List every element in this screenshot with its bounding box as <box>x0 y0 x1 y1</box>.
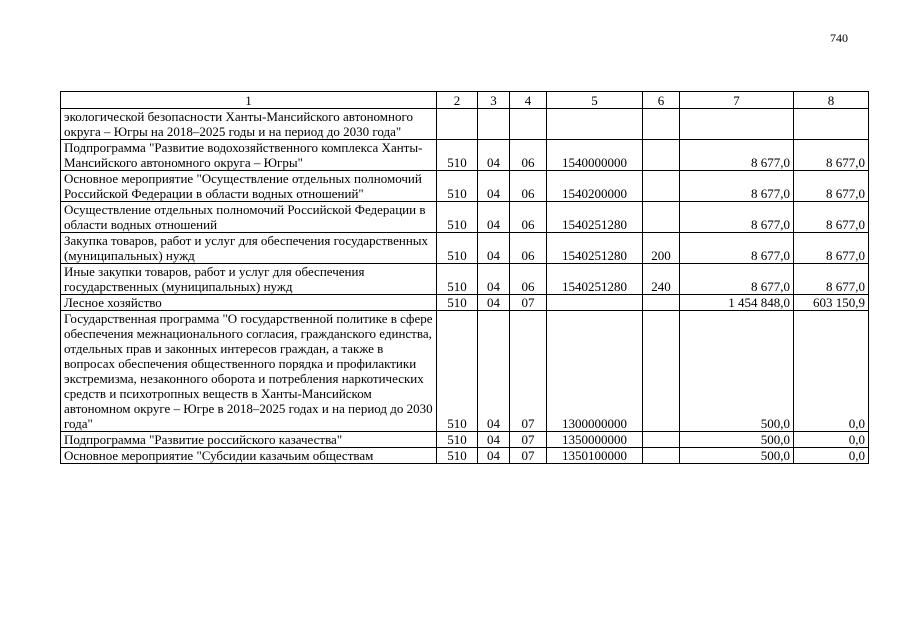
amount-cell: 0,0 <box>794 448 869 464</box>
expense-type-cell: 200 <box>643 233 680 264</box>
admin-code-cell: 510 <box>437 432 478 448</box>
header-cell: 5 <box>547 92 643 109</box>
section-code-cell: 04 <box>478 295 510 311</box>
table-row <box>61 171 869 202</box>
section-code-cell: 04 <box>478 311 510 432</box>
amount-cell: 8 677,0 <box>680 233 794 264</box>
header-cell: 8 <box>794 92 869 109</box>
expense-type-cell <box>643 311 680 432</box>
amount-cell: 8 677,0 <box>794 264 869 295</box>
subsection-code-cell: 06 <box>510 264 547 295</box>
expense-type-cell <box>643 295 680 311</box>
section-code-cell <box>478 109 510 140</box>
row-name-cell: экологической безопасности Ханты-Мансийского автономного округа – Югры на 2018–2025 годы и на период до 2030 года" <box>61 109 437 140</box>
header-cell: 1 <box>61 92 437 109</box>
admin-code-cell: 510 <box>437 140 478 171</box>
admin-code-cell: 510 <box>437 171 478 202</box>
target-article-cell: 1300000000 <box>547 311 643 432</box>
amount-cell: 8 677,0 <box>680 264 794 295</box>
admin-code-cell: 510 <box>437 448 478 464</box>
subsection-code-cell: 07 <box>510 295 547 311</box>
table-row <box>61 448 869 464</box>
row-name-cell: Осуществление отдельных полномочий Российской Федерации в области водных отношений <box>61 202 437 233</box>
admin-code-cell: 510 <box>437 311 478 432</box>
header-cell: 3 <box>478 92 510 109</box>
section-code-cell: 04 <box>478 448 510 464</box>
section-code-cell: 04 <box>478 432 510 448</box>
expense-type-cell <box>643 202 680 233</box>
table-row <box>61 264 869 295</box>
target-article-cell <box>547 295 643 311</box>
target-article-cell: 1540251280 <box>547 264 643 295</box>
target-article-cell: 1540000000 <box>547 140 643 171</box>
table-row <box>61 140 869 171</box>
expense-type-cell <box>643 448 680 464</box>
target-article-cell: 1350000000 <box>547 432 643 448</box>
target-article-cell: 1540251280 <box>547 233 643 264</box>
subsection-code-cell: 07 <box>510 311 547 432</box>
section-code-cell: 04 <box>478 264 510 295</box>
subsection-code-cell: 06 <box>510 171 547 202</box>
row-name-cell: Лесное хозяйство <box>61 295 437 311</box>
amount-cell: 0,0 <box>794 311 869 432</box>
subsection-code-cell: 06 <box>510 140 547 171</box>
amount-cell: 8 677,0 <box>680 140 794 171</box>
header-cell: 7 <box>680 92 794 109</box>
header-cell: 2 <box>437 92 478 109</box>
expense-type-cell <box>643 140 680 171</box>
row-name-cell: Основное мероприятие "Субсидии казачьим обществам <box>61 448 437 464</box>
section-code-cell: 04 <box>478 202 510 233</box>
admin-code-cell <box>437 109 478 140</box>
target-article-cell: 1540200000 <box>547 171 643 202</box>
subsection-code-cell: 06 <box>510 202 547 233</box>
subsection-code-cell: 06 <box>510 233 547 264</box>
subsection-code-cell: 07 <box>510 432 547 448</box>
row-name-cell: Основное мероприятие "Осуществление отдельных полномочий Российской Федерации в области водных отношений" <box>61 171 437 202</box>
budget-table <box>60 91 869 464</box>
row-name-cell: Подпрограмма "Развитие водохозяйственного комплекса Ханты-Мансийского автономного округа – Югры" <box>61 140 437 171</box>
amount-cell: 0,0 <box>794 432 869 448</box>
page-number: 740 <box>830 31 848 45</box>
table-row <box>61 233 869 264</box>
amount-cell: 8 677,0 <box>794 171 869 202</box>
table-row <box>61 109 869 140</box>
amount-cell: 500,0 <box>680 448 794 464</box>
expense-type-cell <box>643 109 680 140</box>
amount-cell: 8 677,0 <box>794 140 869 171</box>
row-name-cell: Иные закупки товаров, работ и услуг для обеспечения государственных (муниципальных) нужд <box>61 264 437 295</box>
table-header-row <box>61 92 869 109</box>
header-cell: 4 <box>510 92 547 109</box>
row-name-cell: Закупка товаров, работ и услуг для обеспечения государственных (муниципальных) нужд <box>61 233 437 264</box>
expense-type-cell: 240 <box>643 264 680 295</box>
admin-code-cell: 510 <box>437 202 478 233</box>
amount-cell: 1 454 848,0 <box>680 295 794 311</box>
expense-type-cell <box>643 432 680 448</box>
table-row <box>61 295 869 311</box>
table-row <box>61 202 869 233</box>
subsection-code-cell <box>510 109 547 140</box>
admin-code-cell: 510 <box>437 295 478 311</box>
amount-cell: 8 677,0 <box>794 202 869 233</box>
amount-cell: 8 677,0 <box>680 171 794 202</box>
admin-code-cell: 510 <box>437 264 478 295</box>
target-article-cell <box>547 109 643 140</box>
amount-cell <box>794 109 869 140</box>
amount-cell: 8 677,0 <box>794 233 869 264</box>
amount-cell <box>680 109 794 140</box>
amount-cell: 500,0 <box>680 432 794 448</box>
header-cell: 6 <box>643 92 680 109</box>
row-name-cell: Подпрограмма "Развитие российского казачества" <box>61 432 437 448</box>
amount-cell: 8 677,0 <box>680 202 794 233</box>
section-code-cell: 04 <box>478 233 510 264</box>
subsection-code-cell: 07 <box>510 448 547 464</box>
expense-type-cell <box>643 171 680 202</box>
section-code-cell: 04 <box>478 171 510 202</box>
target-article-cell: 1350100000 <box>547 448 643 464</box>
target-article-cell: 1540251280 <box>547 202 643 233</box>
table-row <box>61 432 869 448</box>
section-code-cell: 04 <box>478 140 510 171</box>
row-name-cell: Государственная программа "О государственной политике в сфере обеспечения межнационального согласия, гражданского единства, отдельных прав и законных интересов граждан, а также в вопросах обеспечения общественного порядка и профилактики экстремизма, незаконного оборота и потребления наркотических средств и психотропных веществ в Ханты-Мансийском автономном округе – Югре в 2018–2025 годах и на период до 2030 года" <box>61 311 437 432</box>
amount-cell: 603 150,9 <box>794 295 869 311</box>
amount-cell: 500,0 <box>680 311 794 432</box>
admin-code-cell: 510 <box>437 233 478 264</box>
table-row <box>61 311 869 432</box>
